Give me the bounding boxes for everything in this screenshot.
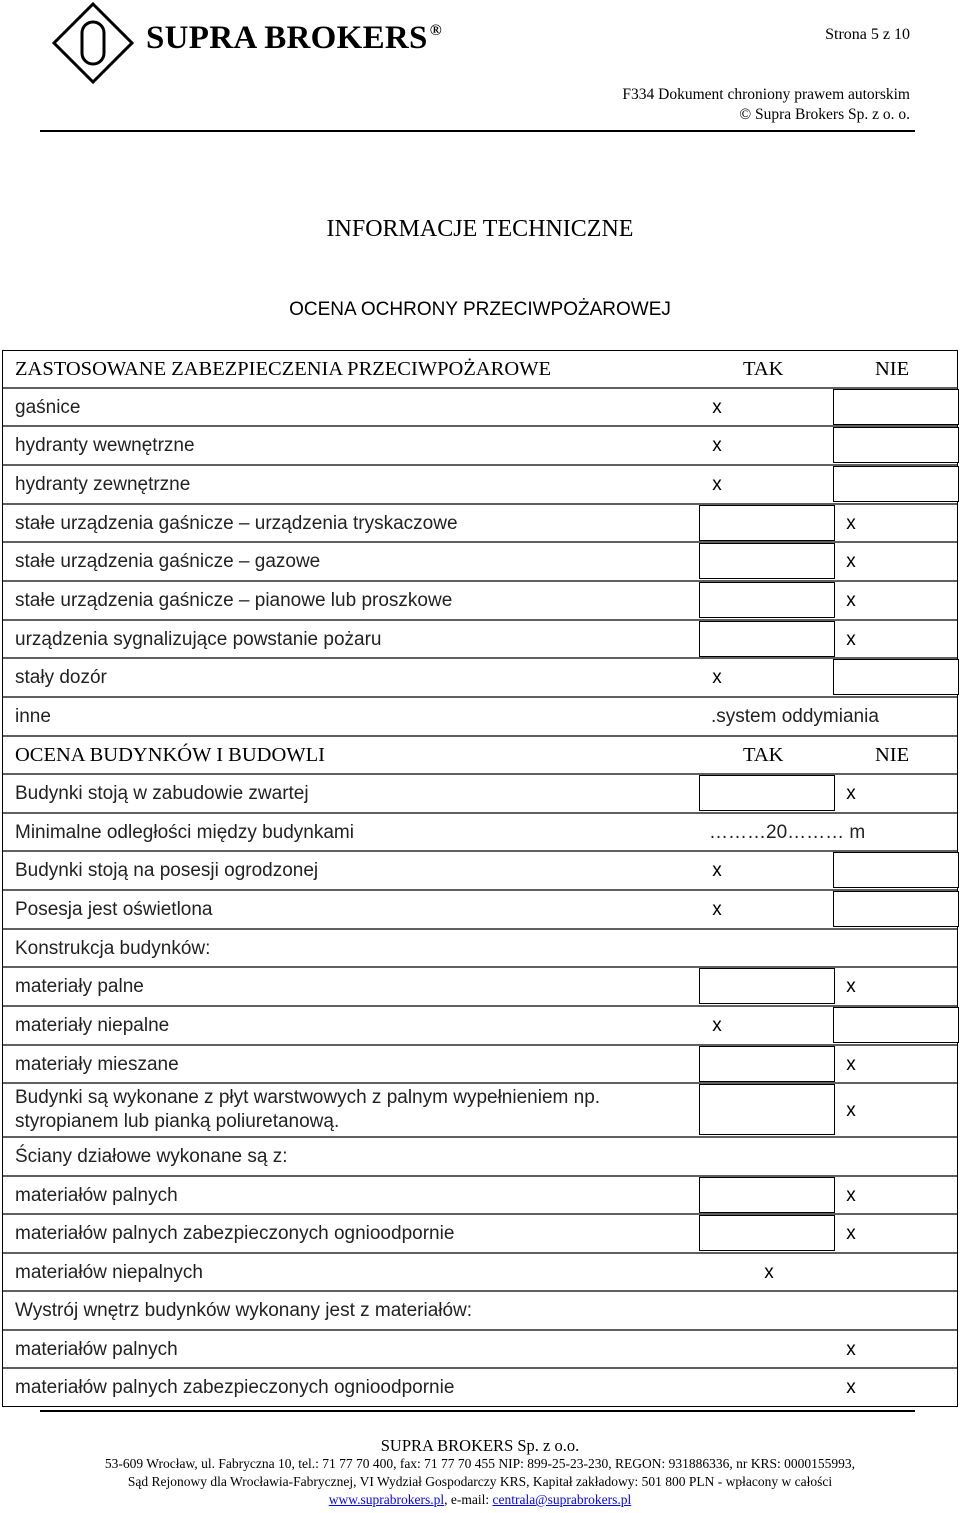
empty-cell: [833, 389, 959, 425]
table-row: [3, 427, 957, 466]
email-link[interactable]: centrala@suprabrokers.pl: [492, 1492, 632, 1507]
row-label: urządzenia sygnalizujące powstanie pożaru: [15, 629, 382, 650]
table-row: [3, 698, 957, 737]
column-nie: NIE: [875, 744, 910, 766]
row-label-line2: styropianem lub pianką poliuretanową.: [15, 1111, 340, 1132]
empty-cell: [699, 968, 835, 1004]
row-label: inne: [15, 706, 51, 727]
table-row: [3, 775, 957, 814]
section-header-row: [3, 351, 957, 390]
row-label: materiałów palnych zabezpieczonych ognioodpornie: [15, 1223, 455, 1244]
row-label: materiałów palnych: [15, 1185, 178, 1206]
empty-cell: [699, 582, 835, 618]
table-row: [3, 1046, 957, 1085]
page-subtitle: OCENA OCHRONY PRZECIWPOŻAROWEJ: [289, 299, 671, 320]
footer-contact: [0, 1492, 960, 1508]
row-label: materiałów palnych zabezpieczonych ognioodpornie: [15, 1377, 455, 1398]
page-number: Strona 5 z 10: [825, 26, 910, 43]
empty-cell: [833, 1007, 959, 1043]
table-row: [3, 1215, 957, 1254]
empty-cell: [833, 852, 959, 888]
table-row: [3, 1331, 957, 1370]
row-label: stały dozór: [15, 667, 107, 688]
table-row: [3, 659, 957, 698]
brand-name: SUPRA BROKERS ®: [146, 20, 442, 56]
page-title: INFORMACJE TECHNICZNE: [326, 216, 634, 242]
row-label: Posesja jest oświetlona: [15, 899, 213, 920]
empty-cell: [833, 891, 959, 927]
empty-cell: [699, 505, 835, 541]
section-header-row: [3, 737, 957, 776]
table-row: [3, 1138, 957, 1177]
table-row: [3, 466, 957, 505]
nie-mark: x: [846, 1054, 856, 1075]
nie-mark: x: [846, 1223, 856, 1244]
table-row: [3, 543, 957, 582]
tak-mark: x: [764, 1262, 774, 1283]
tak-mark: x: [712, 860, 722, 881]
row-label: Budynki stoją na posesji ogrodzonej: [15, 860, 319, 881]
table-row: [3, 582, 957, 621]
nie-mark: x: [846, 629, 856, 650]
diamond-logo-icon: [52, 2, 134, 84]
row-label: materiałów niepalnych: [15, 1262, 203, 1283]
tak-mark: x: [712, 397, 722, 418]
table-row: [3, 930, 957, 969]
empty-cell: [699, 1046, 835, 1082]
table-row: [3, 814, 957, 853]
table-row: [3, 1084, 957, 1138]
column-tak: TAK: [743, 744, 784, 766]
nie-mark: x: [846, 1100, 856, 1121]
footer-divider: [40, 1410, 915, 1412]
row-label: hydranty wewnętrzne: [15, 435, 195, 456]
row-label: materiały palne: [15, 976, 144, 997]
row-label: Konstrukcja budynków:: [15, 938, 211, 959]
table-row: [3, 621, 957, 660]
row-label: Ściany działowe wykonane są z:: [15, 1146, 288, 1167]
row-label: materiały mieszane: [15, 1054, 179, 1075]
tak-mark: x: [712, 435, 722, 456]
nie-mark: x: [846, 590, 856, 611]
nie-mark: x: [846, 1339, 856, 1360]
empty-cell: [699, 1084, 835, 1135]
table-row: [3, 1177, 957, 1216]
row-label: Minimalne odległości między budynkami: [15, 822, 354, 843]
empty-cell: [699, 775, 835, 811]
row-label: stałe urządzenia gaśnicze – urządzenia tryskaczowe: [15, 513, 458, 534]
nie-mark: x: [846, 551, 856, 572]
empty-cell: [833, 427, 959, 463]
empty-cell: [833, 466, 959, 502]
other-note: .system oddymiania: [711, 706, 879, 727]
row-label: Wystrój wnętrz budynków wykonany jest z materiałów:: [15, 1300, 473, 1321]
nie-mark: x: [846, 783, 856, 804]
tak-mark: x: [712, 667, 722, 688]
row-label-line1: Budynki są wykonane z płyt warstwowych z palnym wypełnieniem np.: [15, 1087, 601, 1108]
registered-mark: ®: [429, 22, 442, 39]
distance-value: ………20……… m: [709, 822, 866, 843]
document-reference: F334 Dokument chroniony prawem autorskim: [622, 86, 910, 103]
section-heading: OCENA BUDYNKÓW I BUDOWLI: [15, 744, 325, 766]
table-row: [3, 968, 957, 1007]
table-row: [3, 389, 957, 428]
nie-mark: x: [846, 1185, 856, 1206]
table-row: [3, 1369, 957, 1408]
tak-mark: x: [712, 1015, 722, 1036]
empty-cell: [699, 621, 835, 657]
row-label: stałe urządzenia gaśnicze – pianowe lub proszkowe: [15, 590, 453, 611]
website-link[interactable]: www.suprabrokers.pl: [328, 1492, 445, 1507]
table-row: [3, 505, 957, 544]
footer-company: SUPRA BROKERS Sp. z o.o.: [380, 1436, 580, 1455]
footer-address: 53-609 Wrocław, ul. Fabryczna 10, tel.: 71 77 70 400, fax: 71 77 70 455 NIP: 899-25-23-230, REGON: 931886336, nr KRS: 0000155993,: [104, 1456, 856, 1471]
empty-cell: [699, 1177, 835, 1213]
table-row: [3, 1007, 957, 1046]
nie-mark: x: [846, 1377, 856, 1398]
row-label: hydranty zewnętrzne: [15, 474, 191, 495]
empty-cell: [699, 1215, 835, 1251]
email-prefix: , e-mail:: [444, 1492, 493, 1507]
tak-mark: x: [712, 899, 722, 920]
row-label: materiałów palnych: [15, 1339, 178, 1360]
nie-mark: x: [846, 513, 856, 534]
row-label: Budynki stoją w zabudowie zwartej: [15, 783, 309, 804]
row-label: stałe urządzenia gaśnicze – gazowe: [15, 551, 321, 572]
table-row: [3, 891, 957, 930]
row-label: materiały niepalne: [15, 1015, 170, 1036]
footer-court: Sąd Rejonowy dla Wrocławia-Fabrycznej, VI Wydział Gospodarczy KRS, Kapitał zakładowy: 501 800 PLN - wpłacony w całości: [127, 1474, 833, 1489]
header-divider: [40, 130, 915, 132]
row-label: gaśnice: [15, 397, 81, 418]
fire-protection-table: [2, 350, 958, 1407]
section-heading: ZASTOSOWANE ZABEZPIECZENIA PRZECIWPOŻAROWE: [15, 358, 552, 380]
column-nie: NIE: [875, 358, 910, 380]
table-row: [3, 1292, 957, 1331]
table-row: [3, 1254, 957, 1293]
column-tak: TAK: [743, 358, 784, 380]
table-row: [3, 852, 957, 891]
empty-cell: [699, 543, 835, 579]
empty-cell: [833, 659, 959, 695]
tak-mark: x: [712, 474, 722, 495]
nie-mark: x: [846, 976, 856, 997]
copyright-notice: © Supra Brokers Sp. z o. o.: [739, 106, 910, 123]
